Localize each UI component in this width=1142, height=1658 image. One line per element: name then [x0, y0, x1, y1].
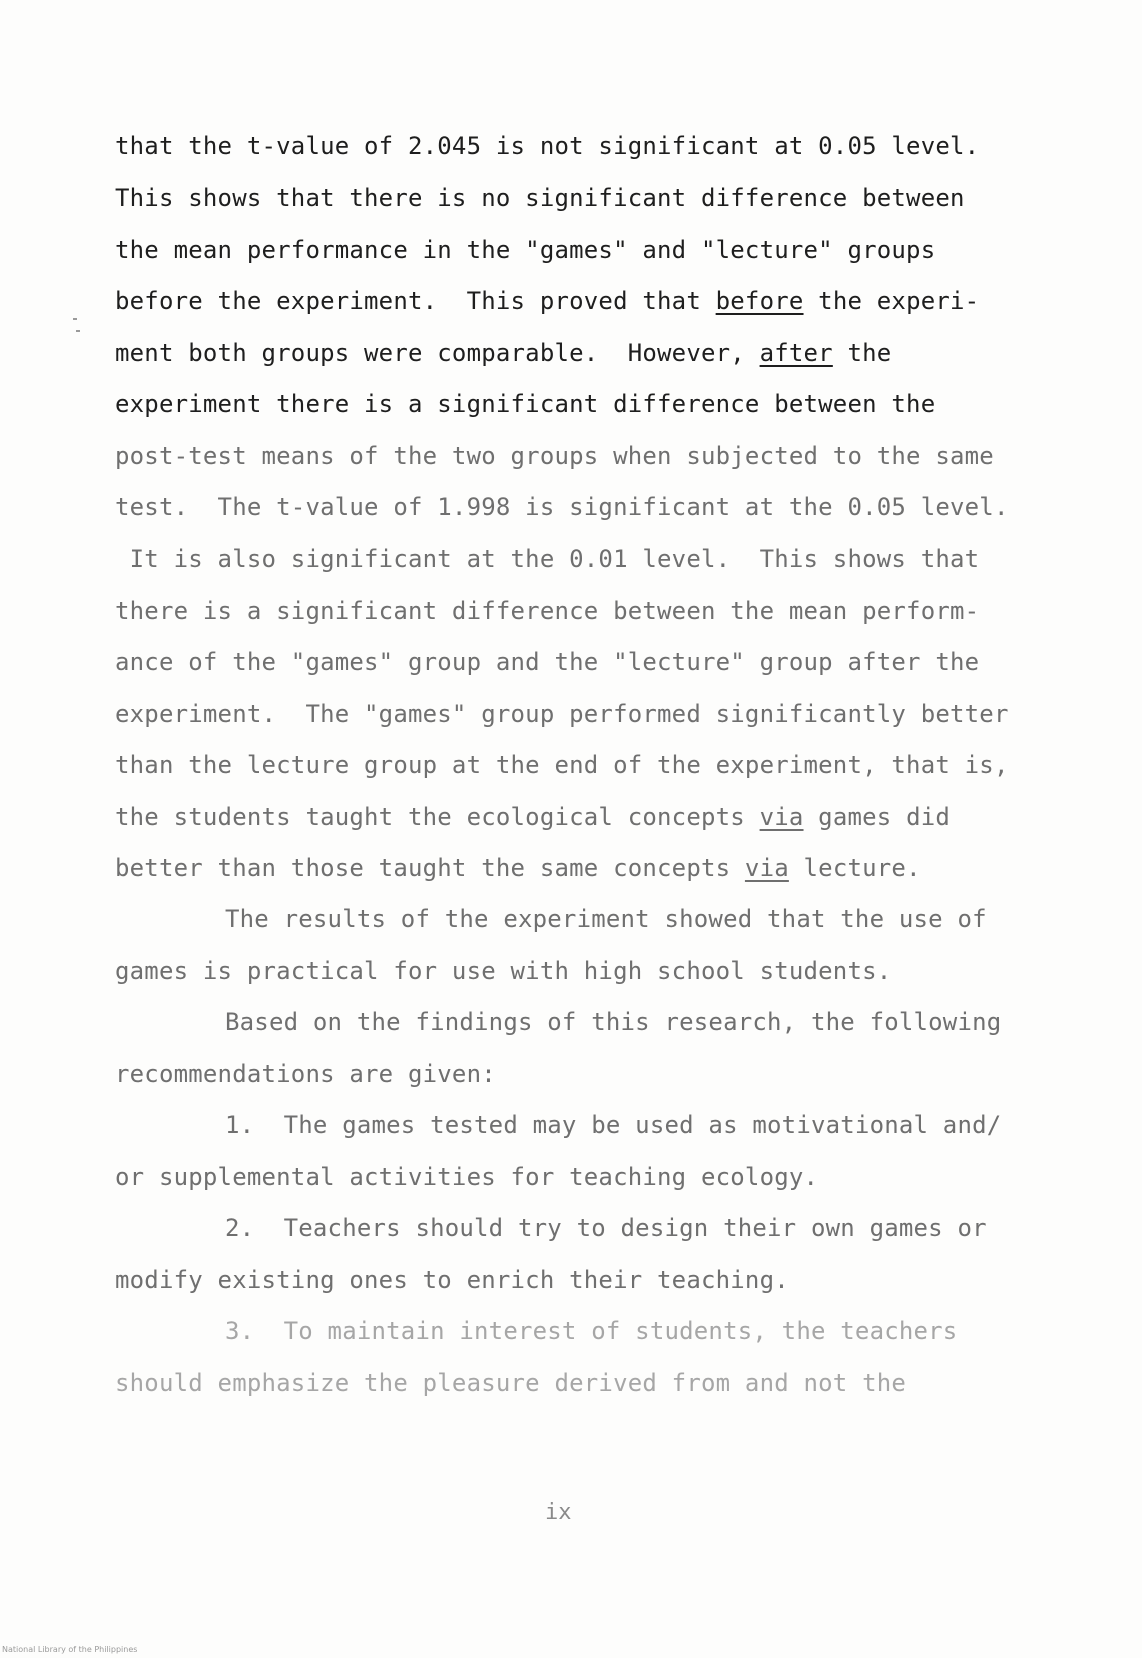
recommendation-3-line-2: should emphasize the pleasure derived from and not the: [115, 1369, 907, 1397]
results-line-1: The results of the experiment showed that the use of: [225, 905, 987, 933]
body-line-8: test. The t-value of 1.998 is significant at the 0.05 level.: [115, 493, 1009, 521]
body-line-12: experiment. The "games" group performed significantly better: [115, 700, 1009, 728]
recommendation-2-line-1: 2. Teachers should try to design their own games or: [225, 1214, 987, 1242]
recommendation-2-line-2: modify existing ones to enrich their teaching.: [115, 1266, 789, 1294]
scan-speck: [73, 318, 77, 320]
recommendation-1-line-2: or supplemental activities for teaching ecology.: [115, 1163, 819, 1191]
body-line-6: experiment there is a significant difference between the: [115, 390, 936, 418]
body-line-10: there is a significant difference between the mean perform-: [115, 597, 980, 625]
archive-footer: National Library of the Philippines: [2, 1645, 138, 1654]
body-line-2: This shows that there is no significant difference between: [115, 184, 965, 212]
body-line-11: ance of the "games" group and the "lecture" group after the: [115, 648, 980, 676]
emphasis-after: after: [759, 339, 833, 367]
scan-speck: [76, 330, 80, 332]
body-line-13: than the lecture group at the end of the experiment, that is,: [115, 751, 1009, 779]
emphasis-before: before: [715, 287, 804, 315]
body-line-5: ment both groups were comparable. However, after the: [115, 339, 892, 367]
results-line-2: games is practical for use with high school students.: [115, 957, 892, 985]
body-line-1: that the t-value of 2.045 is not significant at 0.05 level.: [115, 132, 980, 160]
emphasis-via-2: via: [744, 854, 789, 882]
findings-line-1: Based on the findings of this research, the following: [225, 1008, 1002, 1036]
body-line-4: before the experiment. This proved that before the experi-: [115, 287, 980, 315]
findings-line-2: recommendations are given:: [115, 1060, 496, 1088]
body-line-9: It is also significant at the 0.01 level. This shows that: [115, 545, 980, 573]
recommendation-1-line-1: 1. The games tested may be used as motivational and/: [225, 1111, 1002, 1139]
body-line-7: post-test means of the two groups when subjected to the same: [115, 442, 994, 470]
body-line-3: the mean performance in the "games" and "lecture" groups: [115, 236, 936, 264]
emphasis-via-1: via: [759, 803, 804, 831]
page-number: ix: [545, 1500, 572, 1525]
body-line-15: better than those taught the same concepts via lecture.: [115, 854, 921, 882]
recommendation-3-line-1: 3. To maintain interest of students, the teachers: [225, 1317, 958, 1345]
body-line-14: the students taught the ecological concepts via games did: [115, 803, 951, 831]
